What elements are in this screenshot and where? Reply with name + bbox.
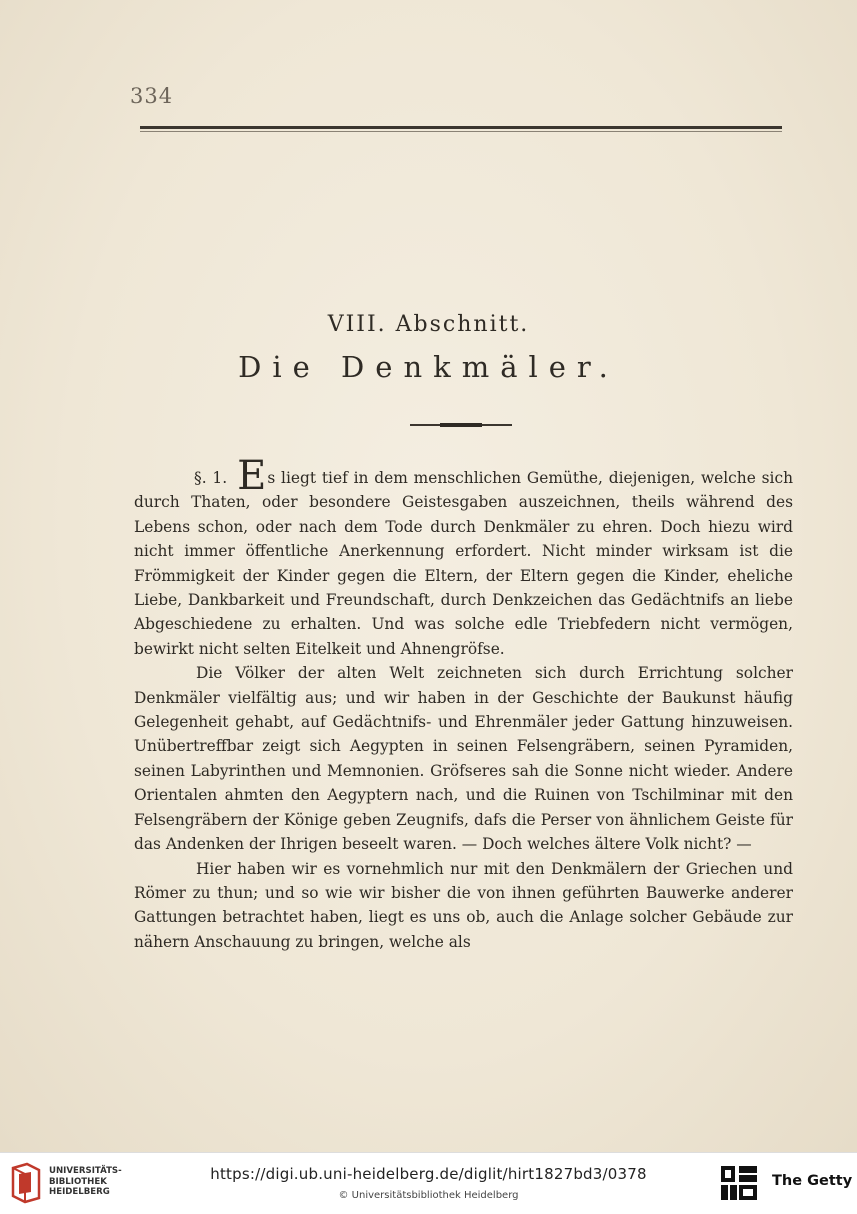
section-title: Die Denkmäler. — [238, 350, 619, 384]
permalink-url[interactable]: https://digi.ub.uni-heidelberg.de/diglit/hirt1827bd3/0378 — [210, 1165, 647, 1183]
paragraph-text: s liegt tief in dem menschlichen Gemüthe, diejenigen, welche sich durch Thaten, oder besondere Geistesgaben auszeichnen, theils während des Lebens schon, oder nach dem Tode durch Denkmäler zu ehren. Doch hiezu wird nicht immer öffentliche Anerkennung erfordert. Nicht minder wirksam ist die Frömmigkeit der Kinder gegen die Eltern, der Eltern gegen die Kinder, eheliche Liebe, Dankbarkeit und Freundschaft, durch Denkzeichen das Gedächtnifs an liebe Abgeschiedene zu erhalten. Und was solche edle Triebfedern nicht vermögen, bewirkt nicht selten Eitelkeit und Ahnengröfse. — [134, 469, 793, 658]
header-rule-thin — [140, 131, 782, 132]
drop-initial: E — [237, 453, 267, 499]
copyright-text: © Universitätsbibliothek Heidelberg — [338, 1190, 519, 1201]
paragraph-lead: §. 1. — [194, 469, 228, 487]
body-text — [134, 453, 793, 954]
section-number: VIII. Abschnitt. — [327, 312, 530, 337]
header-rule — [140, 126, 782, 129]
library-line: HEIDELBERG — [49, 1187, 110, 1197]
ornament-rule — [410, 424, 512, 426]
getty-logo-icon[interactable] — [719, 1164, 759, 1202]
paragraph-2: Die Völker der alten Welt zeichneten sich durch Errichtung solcher Denkmäler vielfältig aus; und wir haben in der Geschichte der Baukunst häufig Gelegenheit gehabt, auf Gedächtnifs- und Ehrenmäler jeder Gattung hinzuweisen. Unübertreffbar zeigt sich Aegypten in seinen Felsengräbern, seinen Pyramiden, seinen Labyrinthen und Memnonien. Gröfseres sah die Sonne nicht wieder. Andere Orientalen ahmten den Aegyptern nach, und die Ruinen von Tschilminar mit den Felsengräbern der Könige geben Zeugnifs, dafs die Perser von ähnlichem Geiste für das Andenken der Ihrigen beseelt waren. — Doch welches ältere Volk nicht? — — [134, 664, 793, 854]
paragraph-1 — [134, 453, 793, 661]
page-number: 334 — [130, 84, 174, 108]
partner-name[interactable]: The Getty — [772, 1173, 853, 1189]
paragraph-3: Hier haben wir es vornehmlich nur mit den Denkmälern der Griechen und Römer zu thun; und so wie wir bisher die von ihnen geführten Bauwerke anderer Gattungen betrachtet haben, liegt es uns ob, auch die Anlage solcher Gebäude zur nähern Anschauung zu bringen, welche als — [134, 859, 793, 951]
library-line: BIBLIOTHEK — [49, 1176, 107, 1187]
library-line: UNIVERSITÄTS- — [49, 1166, 122, 1176]
viewer-footer — [0, 1152, 857, 1214]
